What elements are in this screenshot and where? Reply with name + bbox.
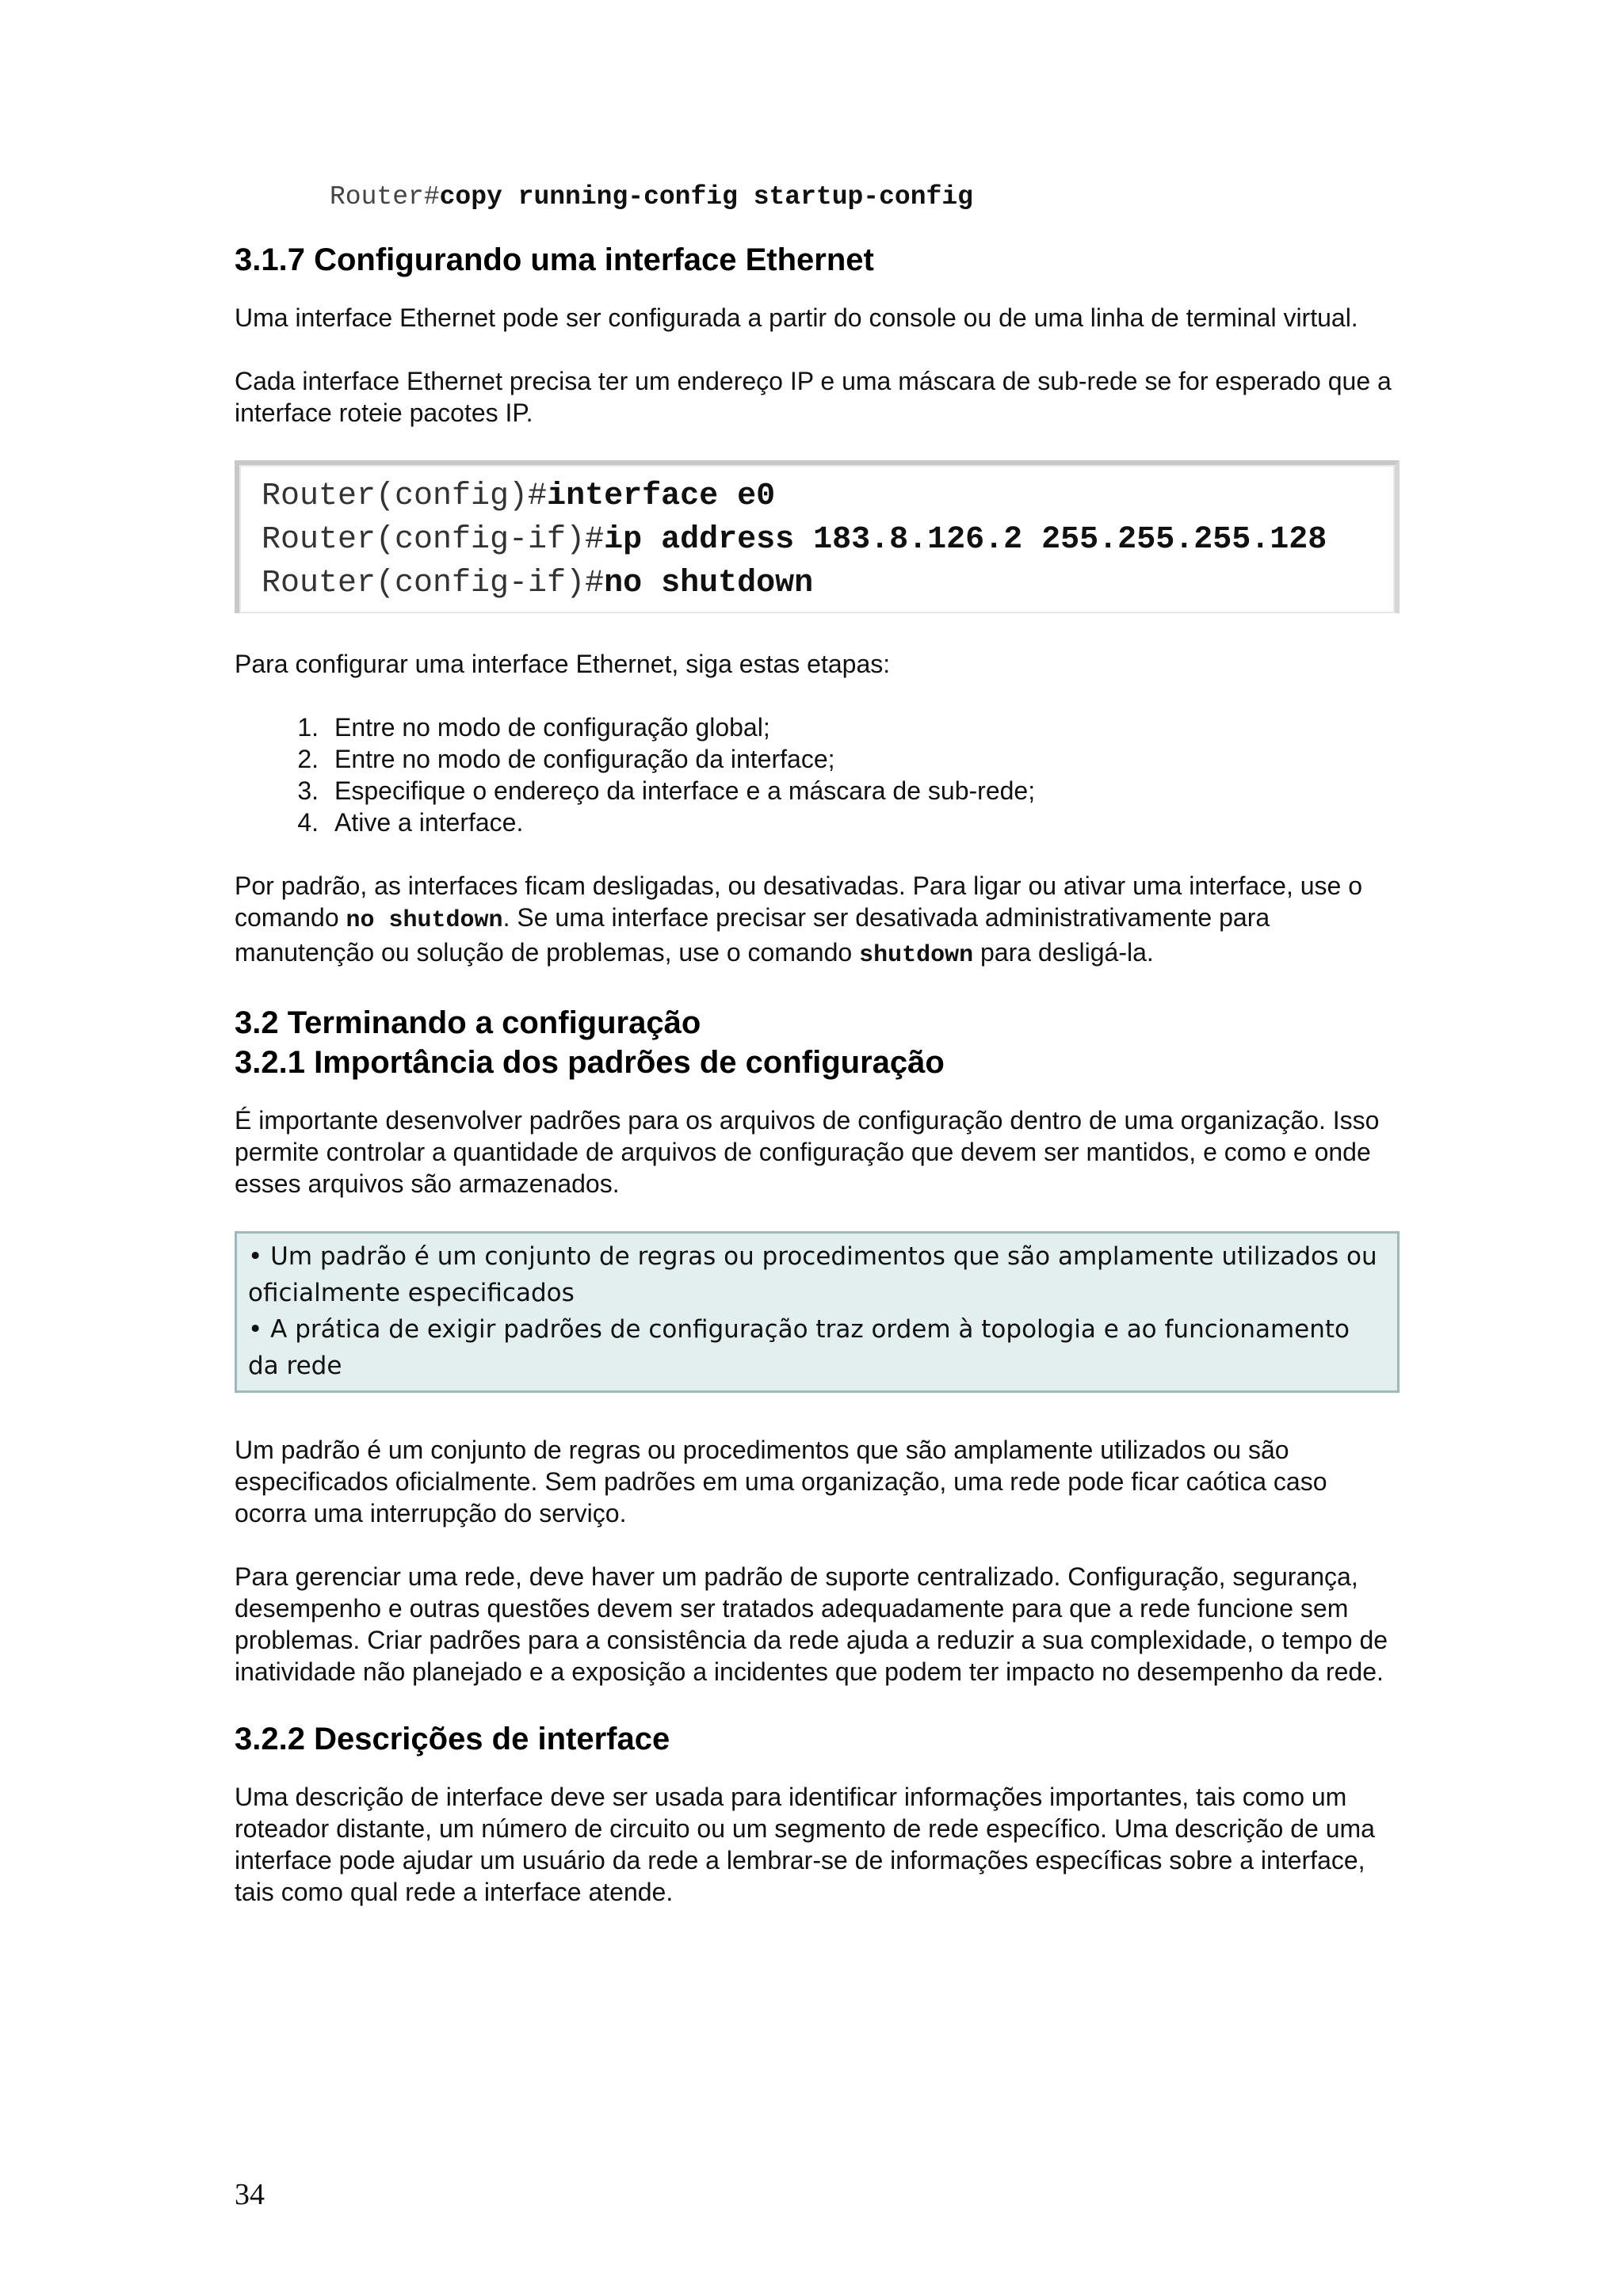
paragraph: Para gerenciar uma rede, deve haver um padrão de suporte centralizado. Configuração, segurança, desempenho e outras questões devem ser tratados adequadamente para que a rede funcione sem problemas. Criar padrões para a consistência da rede ajuda a reduzir a sua complexidade, o tempo de inatividade não planejado e a exposição a incidentes que podem ter impacto no desempenho da rede. bbox=[235, 1562, 1388, 1686]
page-number: 34 bbox=[235, 2178, 265, 2211]
document-page bbox=[235, 182, 1400, 1939]
list-item bbox=[287, 743, 1400, 775]
code-prompt: Router(config)# bbox=[262, 479, 548, 514]
list-number: 1. bbox=[297, 713, 319, 742]
command-prompt: Router# bbox=[330, 182, 440, 212]
list-text: Ative a interface. bbox=[334, 808, 524, 837]
list-text: Entre no modo de configuração da interface; bbox=[334, 745, 835, 773]
code-command: interface e0 bbox=[547, 479, 776, 514]
section-heading-3-2-1: 3.2.1 Importância dos padrões de configuração bbox=[235, 1045, 945, 1080]
code-command: ip address 183.8.126.2 255.255.255.128 bbox=[604, 522, 1327, 558]
callout-item: • Um padrão é um conjunto de regras ou procedimentos que são amplamente utilizados ou oficialmente especificados bbox=[248, 1242, 1377, 1307]
paragraph: Uma interface Ethernet pode ser configurada a partir do console ou de uma linha de terminal virtual. bbox=[235, 303, 1358, 332]
list-item bbox=[287, 807, 1400, 838]
code-prompt: Router(config-if)# bbox=[262, 522, 605, 558]
list-text: Especifique o endereço da interface e a máscara de sub-rede; bbox=[334, 776, 1036, 805]
command-text: copy running-config startup-config bbox=[439, 182, 973, 212]
list-text: Entre no modo de configuração global; bbox=[334, 713, 770, 742]
list-number: 3. bbox=[297, 776, 319, 805]
text-run: Por padrão, as interfaces ficam desligadas, ou desativadas. Para ligar ou ativar uma interface, use o comando bbox=[235, 871, 1362, 932]
code-line bbox=[262, 562, 1373, 605]
paragraph: Uma descrição de interface deve ser usada para identificar informações importantes, tais como um roteador distante, um número de circuito ou um segmento de rede específico. Uma descrição de uma interface pode ajudar um usuário da rede a lembrar-se de informações específicas sobre a interface, tais como qual rede a interface atende. bbox=[235, 1783, 1375, 1906]
steps-list bbox=[235, 711, 1400, 838]
paragraph: Um padrão é um conjunto de regras ou procedimentos que são amplamente utilizados ou são especificados oficialmente. Sem padrões em uma organização, uma rede pode ficar caótica caso ocorra uma interrupção do serviço. bbox=[235, 1436, 1327, 1527]
steps-intro: Para configurar uma interface Ethernet, siga estas etapas: bbox=[235, 650, 891, 678]
inline-code-no-shutdown: no shutdown bbox=[346, 907, 503, 934]
section-heading-3-2: 3.2 Terminando a configuração bbox=[235, 1005, 701, 1040]
paragraph-shutdown bbox=[235, 870, 1400, 971]
inline-code-shutdown: shutdown bbox=[859, 942, 974, 969]
code-line bbox=[262, 475, 1373, 518]
paragraph: É importante desenvolver padrões para os arquivos de configuração dentro de uma organização. Isso permite controlar a quantidade de arquivos de configuração que devem ser mantidos, e como e onde esses arquivos são armazenados. bbox=[235, 1106, 1380, 1198]
code-example-box bbox=[235, 460, 1400, 613]
text-run: para desligá-la. bbox=[973, 938, 1154, 967]
section-heading-3-1-7: 3.1.7 Configurando uma interface Ethernet bbox=[235, 242, 874, 277]
text-run: . Se uma interface precisar ser desativada administrativamente para manutenção ou solução de problemas, use o comando bbox=[235, 903, 1270, 967]
paragraph: Cada interface Ethernet precisa ter um endereço IP e uma máscara de sub-rede se for esperado que a interface roteie pacotes IP. bbox=[235, 367, 1392, 427]
list-item bbox=[287, 711, 1400, 743]
list-item bbox=[287, 775, 1400, 807]
top-command-line bbox=[330, 182, 1400, 212]
code-prompt: Router(config-if)# bbox=[262, 566, 605, 601]
callout-item: • A prática de exigir padrões de configuração traz ordem à topologia e ao funcionamento da rede bbox=[248, 1315, 1350, 1380]
callout-box bbox=[235, 1231, 1400, 1393]
list-number: 4. bbox=[297, 808, 319, 837]
section-heading-3-2-2: 3.2.2 Descrições de interface bbox=[235, 1722, 670, 1756]
code-command: no shutdown bbox=[604, 566, 814, 601]
code-line bbox=[262, 518, 1373, 562]
list-number: 2. bbox=[297, 745, 319, 773]
